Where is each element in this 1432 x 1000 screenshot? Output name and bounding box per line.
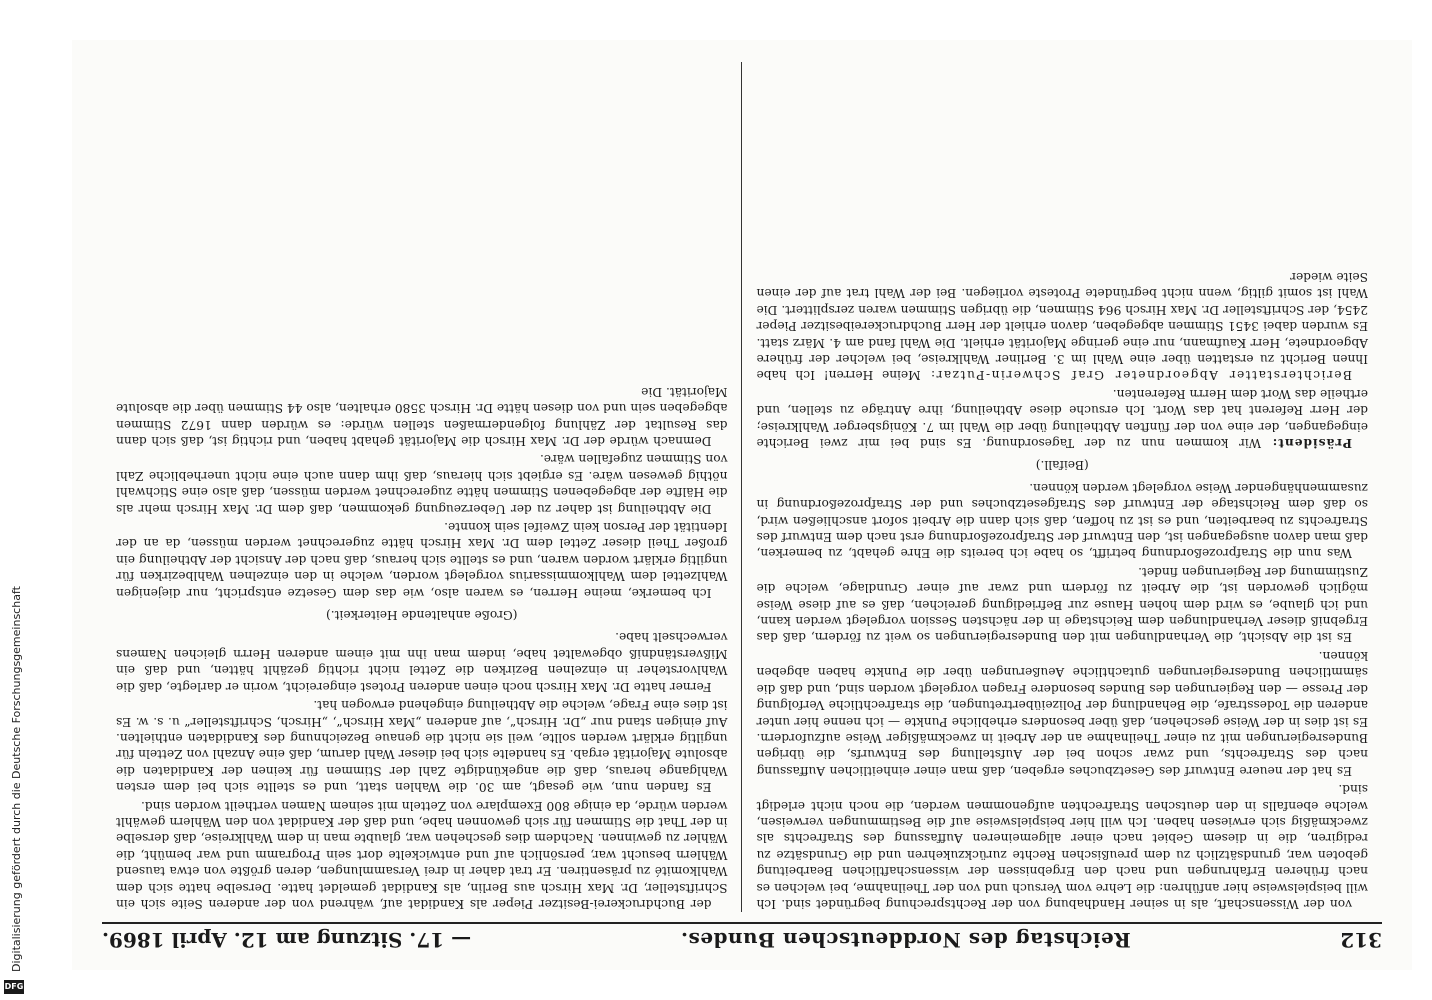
rapporteur-paragraph: [757, 269, 1369, 384]
column-right: [102, 62, 743, 912]
paragraph: Ich bemerke, meine Herren, es waren also, wie das dem Gesetze entspricht, nur diejenigen Wahlzettel dem Wahlkommissarius vorgelegt worden, welche in den einzelnen Wahlbezirken für ungiltig erklärt worden waren, und es stellte sich heraus, daß nach der Ansicht der Abtheilung ein großer Theil dieser Zettel dem Dr. Max Hirsch hätte zugerechnet werden müssen, da an der Identität der Person kein Zweifel sein konnte.: [116, 520, 728, 600]
rapporteur-text: Meine Herren! Ich habe Ihnen Bericht zu erstatten über eine Wahl im 3. Berliner Wahlkreise, bei welcher der frühere Abgeordnete, Herr Kaufmann, nur eine geringe Majorität erhielt. Die Wahl fand am 4. März statt. Es wurden dabei 3451 Stimmen abgegeben, davon erhielt der Herr Buchdruckereibesitzer Pieper 2454, der Schriftsteller Dr. Max Hirsch 964 Stimmen, die übrigen Stimmen waren zersplittert. Die Wahl ist somit giltig, wenn nicht begründete Proteste vorliegen. Bei der Wahl trat auf der einen Seite wieder: [756, 269, 1368, 383]
paragraph: von der Wissenschaft, als in seiner Handhabung von der Rechtsprechung begründet sind. Ich will beispielsweise hier anführen: die Lehre vom Versuch und von der Theilnahme, bei welchen es nach früheren Erfahrungen und nach den Ergebnissen der wissenschaftlichen Bearbeitung geboten war, grundsätzlich zu dem preußischen Rechte zurückzukehren und die Grundsätze zu redigiren, die in diesem Gebiet nach einer allgemeineren Auffassung des Strafrechts als zweckmäßig sich erwiesen haben. Ich will hier beispielsweise auf die Bestimmungen verweisen, welche ebenfalls in den deutschen Strafrechten aufgenommen werden, die noch nicht erledigt sind.: [756, 782, 1368, 911]
text-columns: [102, 62, 1382, 912]
digitization-sidebar: [0, 0, 30, 1000]
paragraph: Es ist die Absicht, die Verhandlungen mit den Bundesregierungen so weit zu fördern, daß das Ergebniß dieser Verhandlungen dem Reichstage in der nächsten Session vorgelegt werden kann, und ich glaube, es wird dem hohen Hause zur Befriedigung gereichen, daß es auf diese Weise möglich geworden ist, die Arbeit zu fördern und zwar auf einer Grundlage, welche die Zustimmung der Regierungen findet.: [756, 564, 1368, 645]
president-label: Präsident:: [1271, 436, 1352, 451]
running-title: Reichstag des Norddeutschen Bundes.: [680, 928, 1131, 952]
running-date: — 17. Sitzung am 12. April 1869.: [102, 928, 472, 952]
president-paragraph: [757, 385, 1369, 451]
applause-note: (Beifall.): [1035, 458, 1089, 473]
page-content-rotated: [72, 40, 1412, 970]
paragraph: Die Abtheilung ist daher zu der Ueberzeugung gekommen, daß dem Dr. Max Hirsch mehr als die Hälfte der abgegebenen Stimmen hätte zugerechnet werden müssen, daß also eine Stichwahl nöthig gewesen wäre. Es ergiebt sich hieraus, daß ihm dann auch eine nicht unerhebliche Zahl von Stimmen zugefallen wäre.: [116, 452, 728, 516]
digitization-note: Digitalisierung gefördert durch die Deutsche Forschungsgemeinschaft: [10, 586, 23, 972]
page-number: 312: [1340, 928, 1382, 952]
paragraph: Es hat der neuere Entwurf des Gesetzbuches ergeben, daß man einer einheitlichen Auffassung nach des Strafrechts, und zwar schon bei der Aufstellung des Entwurfs, die übrigen Bundesregierungen mit zu einer Theilnahme an der Arbeit in zweckmäßiger Weise aufzufordern. Es ist dies in der Weise geschehen, daß über besonders erhebliche Punkte — ich nenne hier unter anderen die Todesstrafe, die Behandlung der Polizeiübertretungen, die strafrechtliche Verfolgung der Presse — den Regierungen des Bundes besondere Fragen vorgelegt worden sind, und daß die sämmtlichen Bundesregierungen gutachtliche Aeußerungen über die Punkte haben abgeben können.: [756, 648, 1368, 778]
column-left: [743, 62, 1383, 912]
paragraph: Was nun die Strafprozeßordnung betrifft, so habe ich bereits die Ehre gehabt, zu bemerken, daß man davon ausgegangen ist, den Entwurf der Strafprozeßordnung erst nach dem Entwurf des Strafrechts zu bearbeiten, und es ist zu hoffen, daß sich dann die Arbeit sofort anschließen wird, so daß dem Reichstage der Entwurf des Strafgesetzbuches und der Strafprozeßordnung in zusammenhängender Weise vorgelegt werden können.: [756, 480, 1368, 561]
laughter-note: (Große anhaltende Heiterkeit.): [325, 608, 518, 623]
paragraph: der Buchdruckerei-Besitzer Pieper als Kandidat auf, während von der anderen Seite sich ein Schriftsteller, Dr. Max Hirsch aus Berlin, als Kandidat gemeldet hatte. Derselbe hatte sich dem Wahlkomité zu präsentiren. Er trat daher in drei Versammlungen, deren größte von etwa tausend Wählern besucht war, persönlich auf und entwickelte dort sein Programm und war bemüht, die Wähler zu gewinnen. Nachdem dies geschehen war, glaubte man in dem Wahlkreise, daß derselbe in der That die Stimmen für sich gewonnen habe, und daß der Kandidat von den Wählern gewählt werden würde, da einige 800 Exemplare von Zetteln mit seinem Namen vertheilt worden sind.: [116, 798, 728, 911]
page-header: [102, 922, 1382, 952]
paragraph: Ferner hatte Dr. Max Hirsch noch einen anderen Protest eingereicht, worin er darlegte, daß die Wahlvorsteher in einzelnen Bezirken die Zettel nicht richtig gezählt hätten, und daß ein Mißverständniß obgewaltet habe, indem man ihn mit einem anderen Herrn gleichen Namens verwechselt habe.: [116, 630, 728, 694]
paragraph: Es fanden nun, wie gesagt, am 30. die Wahlen statt, und es stellte sich bei dem ersten Wahlgange heraus, daß die angekündigte Zahl der Stimmen für keinen der Kandidaten die absolute Majorität ergab. Es handelte sich bei dieser Wahl darum, daß eine Anzahl von Zetteln für ungiltig erklärt werden sollte, weil sie nicht die genaue Bezeichnung des Kandidaten enthielten. Auf einigen stand nur „Dr. Hirsch“, auf anderen „Max Hirsch“, „Hirsch, Schriftsteller“ u. s. w. Es ist dies eine Frage, welche die Abtheilung eingehend erwogen hat.: [116, 698, 728, 795]
president-text: Wir kommen nun zu der Tagesordnung. Es sind bei mir zwei Berichte eingegangen, der eine von der fünften Abtheilung über die Wahl im 7. Königsberger Wahlkreise; der Herr Referent hat das Wort. Ich ersuche diese Abtheilung, ihre Anträge zu stellen, und ertheile das Wort dem Herrn Referenten.: [756, 386, 1368, 451]
rapporteur-intro: Berichterstatter Abgeordneter Graf Schwerin-Putzar:: [929, 368, 1352, 383]
scanned-page: [72, 40, 1412, 970]
dfg-logo-icon: DFG: [4, 980, 24, 994]
paragraph: Demnach würde der Dr. Max Hirsch die Majorität gehabt haben, und richtig ist, daß sich dann das Resultat der Zählung folgendermaßen stellen würde: es würden dann 1672 Stimmen abgegeben sein und von diesen hätte Dr. Hirsch 3580 erhalten, also 44 Stimmen über die absolute Majorität. Die: [116, 384, 728, 449]
